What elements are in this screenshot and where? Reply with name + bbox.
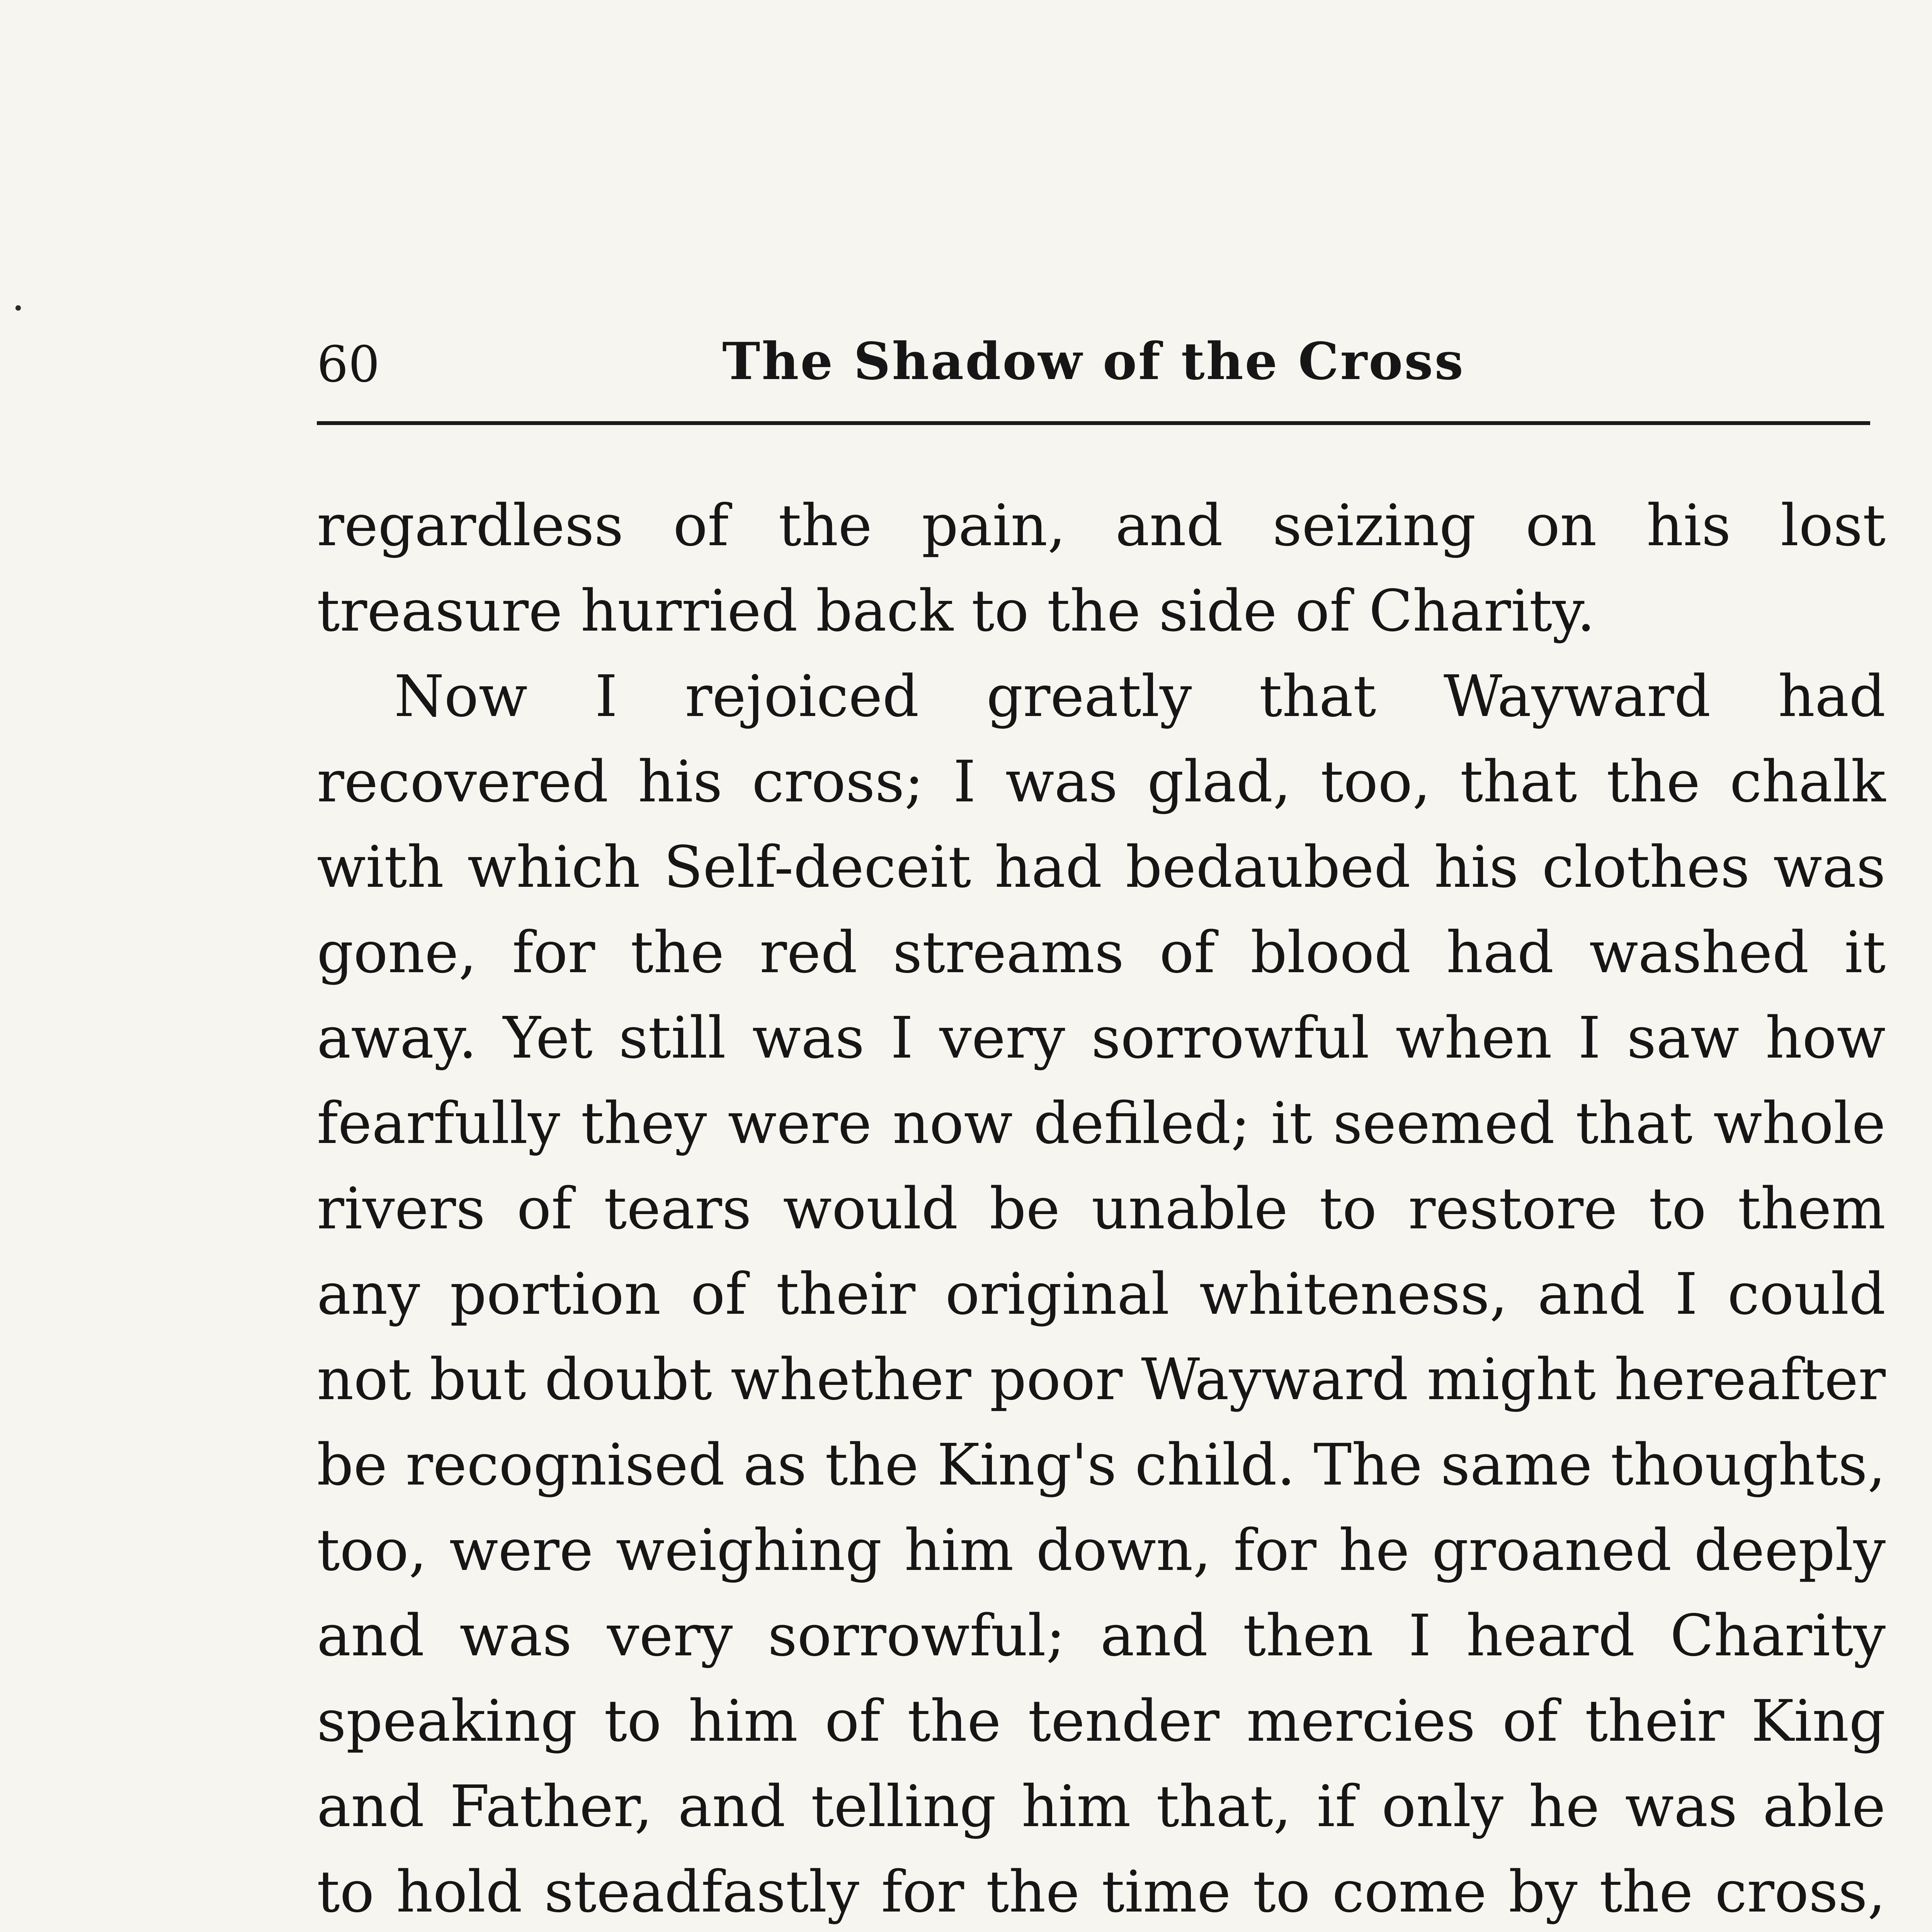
page-number: 60 <box>317 336 380 393</box>
running-title: The Shadow of the Cross <box>722 332 1465 391</box>
page-header <box>317 332 1878 410</box>
paragraph: Now I rejoiced greatly that Wayward had recovered his cross; I was glad, too, that the chalk with which Self-deceit had bedaubed his clothes was gone, for the red streams of blood had washed it away. Yet still was I very sorrowful when I saw how fearfully they were now defiled; it seemed that whole rivers of tears would be unable to restore to them any portion of their original whiteness, and I could not but doubt whether poor Wayward might hereafter be recognised as the King's child. The same thoughts, too, were weighing him down, for he groaned deeply and was very sorrowful; and then I heard Charity speaking to him of the tender mercies of their King and Father, and telling him that, if only he was able to hold steadfastly for the time to come by the cross, <box>317 663 1886 1925</box>
ink-speck <box>15 305 21 311</box>
body-text <box>317 483 1886 1932</box>
paragraph-continued: regardless of the pain, and seizing on his lost treasure hurried back to the side of Charity. <box>317 492 1886 644</box>
header-rule <box>317 421 1870 425</box>
